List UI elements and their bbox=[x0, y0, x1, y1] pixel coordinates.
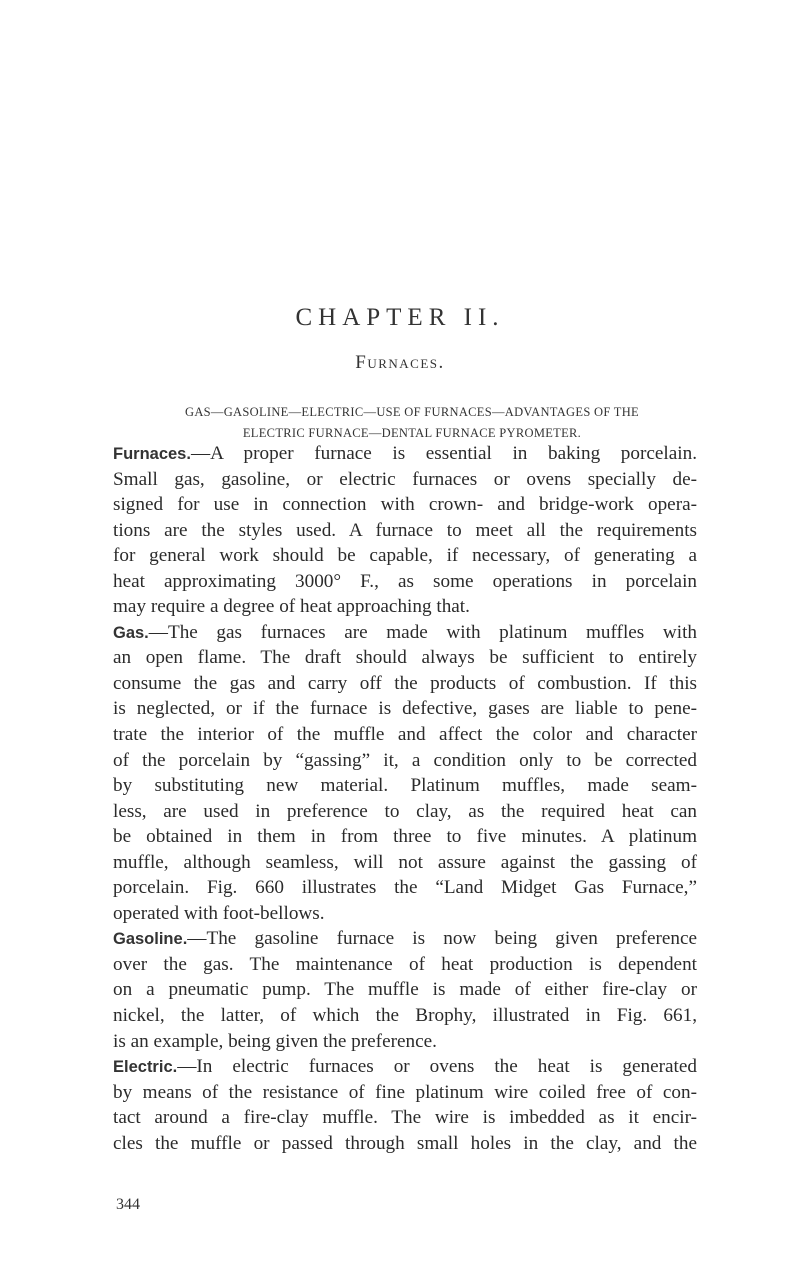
text-line: may require a degree of heat approaching that. bbox=[113, 596, 470, 618]
text-run: —The gas furnaces are made with platinum muffles with bbox=[148, 621, 697, 643]
text-line: heat approximating 3000° F., as some operations in porcelain bbox=[113, 570, 697, 592]
chapter-synopsis bbox=[92, 402, 732, 444]
text-line: porcelain. Fig. 660 illustrates the “Land Midget Gas Furnace,” bbox=[113, 877, 697, 899]
text-line: nickel, the latter, of which the Brophy, illustrated in Fig. 661, bbox=[113, 1005, 697, 1027]
text-run: —The gasoline furnace is now being given preference bbox=[187, 928, 697, 950]
page-number: 344 bbox=[116, 1196, 140, 1213]
text-line: cles the muffle or passed through small holes in the clay, and the bbox=[113, 1132, 697, 1154]
paragraph-first-line bbox=[113, 441, 697, 467]
text-line: by substituting new material. Platinum muffles, made seam- bbox=[113, 775, 697, 797]
paragraph-first-line bbox=[113, 620, 697, 646]
text-line: be obtained in them in from three to five minutes. A platinum bbox=[113, 826, 697, 848]
text-line: on a pneumatic pump. The muffle is made of either fire-clay or bbox=[113, 979, 697, 1001]
text-line: tact around a fire-clay muffle. The wire is imbedded as it encir- bbox=[113, 1107, 697, 1129]
text-line: by means of the resistance of fine platinum wire coiled free of con- bbox=[113, 1081, 697, 1103]
text-line: tions are the styles used. A furnace to meet all the requirements bbox=[113, 519, 697, 541]
text-line: of the porcelain by “gassing” it, a condition only to be corrected bbox=[113, 749, 697, 771]
text-line: less, are used in preference to clay, as the required heat can bbox=[113, 800, 697, 822]
text-run: —A proper furnace is essential in baking porcelain. bbox=[190, 443, 697, 464]
text-line: muffle, although seamless, will not assure against the gassing of bbox=[113, 851, 697, 873]
section-heading: Gasoline. bbox=[113, 930, 188, 949]
text-line: is an example, being given the preference. bbox=[113, 1030, 437, 1052]
synopsis-line: GAS—GASOLINE—ELECTRIC—USE OF FURNACES—ADVANTAGES OF THE bbox=[185, 405, 639, 419]
text-line: operated with foot-bellows. bbox=[113, 902, 325, 924]
chapter-heading: CHAPTER II. bbox=[295, 304, 505, 331]
text-line: signed for use in connection with crown- and bridge-work opera- bbox=[113, 494, 697, 516]
text-line: an open flame. The draft should always be sufficient to entirely bbox=[113, 647, 697, 669]
body-text bbox=[113, 441, 697, 1156]
text-line: is neglected, or if the furnace is defective, gases are liable to pene- bbox=[113, 698, 697, 720]
paragraph-first-line bbox=[113, 926, 697, 952]
chapter-title: Furnaces. bbox=[355, 352, 445, 373]
section-heading: Electric. bbox=[113, 1058, 178, 1077]
text-line: trate the interior of the muffle and affect the color and character bbox=[113, 724, 697, 746]
text-line: Small gas, gasoline, or electric furnaces or ovens specially de- bbox=[113, 468, 697, 490]
text-line: over the gas. The maintenance of heat production is dependent bbox=[113, 953, 697, 975]
paragraph-first-line bbox=[113, 1054, 697, 1080]
section-heading: Gas. bbox=[113, 623, 149, 642]
text-run: —In electric furnaces or ovens the heat is generated bbox=[177, 1056, 697, 1078]
synopsis-line: ELECTRIC FURNACE—DENTAL FURNACE PYROMETER. bbox=[242, 426, 582, 440]
text-line: consume the gas and carry off the products of combustion. If this bbox=[113, 672, 697, 694]
text-line: for general work should be capable, if necessary, of generating a bbox=[113, 545, 697, 567]
section-heading: Furnaces. bbox=[113, 445, 191, 463]
